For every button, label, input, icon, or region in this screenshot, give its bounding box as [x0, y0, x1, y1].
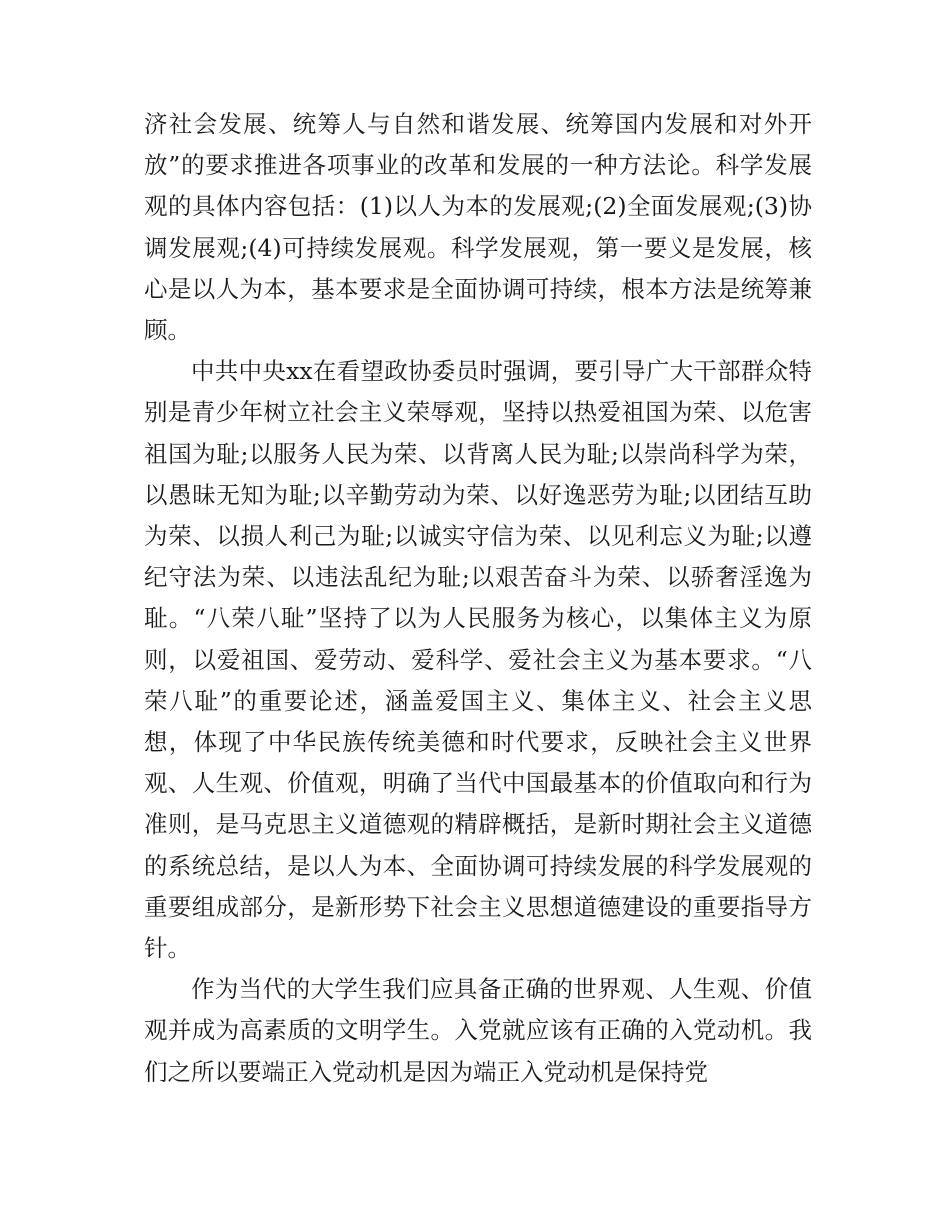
paragraph-honor-disgrace: 中共中央xx在看望政协委员时强调，要引导广大干部群众特别是青少年树立社会主义荣辱观，坚持以热爱祖国为荣、以危害祖国为耻;以服务人民为荣、以背离人民为耻;以崇尚科学为荣，以愚昧无知为耻;以辛勤劳动为荣、以好逸恶劳为耻;以团结互助为荣、以损人利己为耻;以诚实守信为荣、以见利忘义为耻;以遵纪守法为荣、以违法乱纪为耻;以艰苦奋斗为荣、以骄奢淫逸为耻。“八荣八耻”坚持了以为人民服务为核心，以集体主义为原则，以爱祖国、爱劳动、爱科学、爱社会主义为基本要求。“八荣八耻”的重要论述，涵盖爱国主义、集体主义、社会主义思想，体现了中华民族传统美德和时代要求，反映社会主义世界观、人生观、价值观，明确了当代中国最基本的价值取向和行为准则，是马克思主义道德观的精辟概括，是新时期社会主义道德的系统总结，是以人为本、全面协调可持续发展的科学发展观的重要组成部分，是新形势下社会主义思想道德建设的重要指导方针。	[144, 357, 812, 963]
paragraph-party-motivation: 作为当代的大学生我们应具备正确的世界观、人生观、价值观并成为高素质的文明学生。入党就应该有正确的入党动机。我们之所以要端正入党动机是因为端正入党动机是保持党	[144, 975, 812, 1086]
paragraph-scientific-development: 济社会发展、统筹人与自然和谐发展、统筹国内发展和对外开放”的要求推进各项事业的改革和发展的一种方法论。科学发展观的具体内容包括：(1)以人为本的发展观;(2)全面发展观;(3)协调发展观;(4)可持续发展观。科学发展观，第一要义是发展，核心是以人为本，基本要求是全面协调可持续，根本方法是统筹兼顾。	[144, 110, 812, 345]
